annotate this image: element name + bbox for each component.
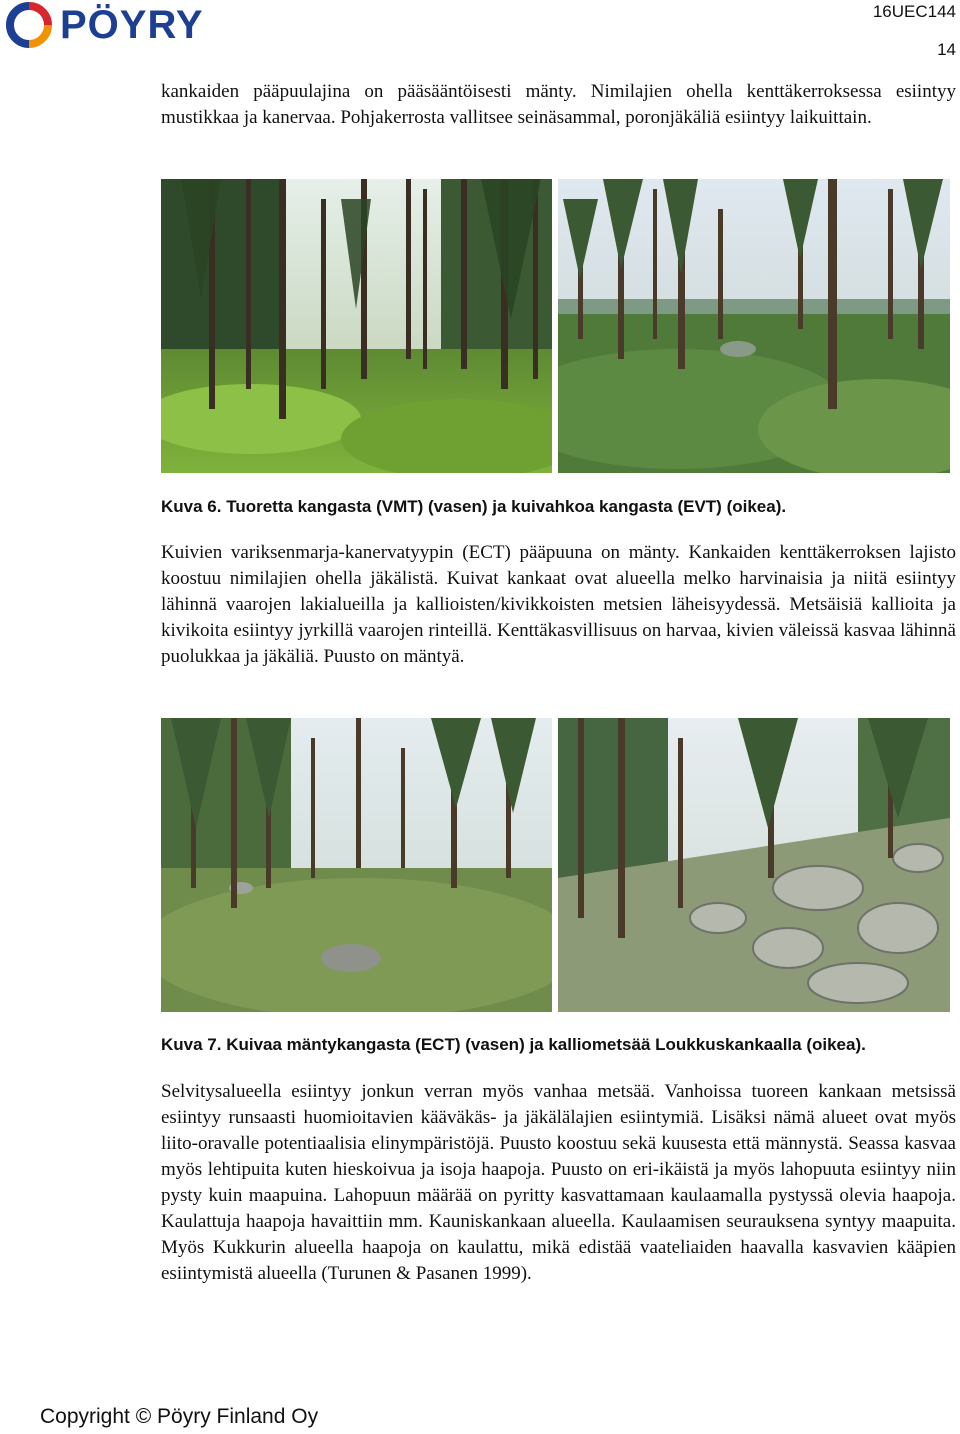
photo-fresh-heath-forest [161,179,552,473]
poyry-logo-icon [4,2,54,48]
poyry-logo [4,2,204,48]
photo-dryish-heath-forest [558,179,950,473]
page-number: 14 [937,40,956,59]
logo-wordmark: PÖYRY [60,3,204,47]
document-id: 16UEC144 [872,2,956,21]
figure-6-caption: Kuva 6. Tuoretta kangasta (VMT) (vasen) ja kuivahkoa kangasta (EVT) (oikea). [161,497,787,516]
footer-copyright: Copyright © Pöyry Finland Oy [40,1405,319,1428]
photo-rocky-forest-loukkuskangas [558,718,950,1012]
photo-dry-pine-heath [161,718,552,1012]
body-paragraph-2: Kuivien variksenmarja-kanervatyypin (ECT) pääpuuna on mänty. Kankaiden kenttäkerroksen lajisto koostuu nimilajien ohella jäkälistä. Kuivat kankaat ovat alueella melko harvinaisia ja niitä esiintyy lähinnä vaarojen lakialueilla ja kallioisten/kivikkoisten metsien läheisyydessä. Metsäisiä kallioita ja kivikoita esiintyy jyrkillä vaarojen rinteillä. Kenttäkasvillisuus on harvaa, kivien väleissä kasvaa lähinnä puolukkaa ja jäkäliä. Puusto on mäntyä. [161,542,956,667]
body-paragraph-3: Selvitysalueella esiintyy jonkun verran myös vanhaa metsää. Vanhoissa tuoreen kankaan metsissä esiintyy runsaasti huomioitavien kääväkäs- ja jäkälälajien esiintymiä. Lisäksi nämä alueet ovat myös liito-oravalle potentiaalisia elinympäristöjä. Puusto koostuu sekä kuusesta että männystä. Seassa kasvaa myös lehtipuita kuten hieskoivua ja isoja haapoja. Puusto on eri-ikäistä ja myös lahopuuta esiintyy niin pysty kuin maapuina. Lahopuun määrää on pyritty kasvattamaan kaulaamalla pystyssä olevia haapoja. Kaulattuja haapoja havaittiin mm. Kauniskankaan alueella. Kaulaamisen seurauksena syntyy maapuita. Myös Kukkurin alueella haapoja on kaulattu, mikä edistää vaateliaiden haavalla kasvavien kääpien esiintymistä alueella (Turunen & Pasanen 1999). [161,1081,956,1284]
figure-7-caption: Kuva 7. Kuivaa mäntykangasta (ECT) (vasen) ja kalliometsää Loukkuskankaalla (oikea). [161,1035,866,1054]
body-paragraph-1: kankaiden pääpuulajina on pääsääntöisesti mänty. Nimilajien ohella kenttäkerroksessa esiintyy mustikkaa ja kanervaa. Pohjakerrosta vallitsee seinäsammal, poronjäkäliä esiintyy laikuittain. [161,81,956,128]
